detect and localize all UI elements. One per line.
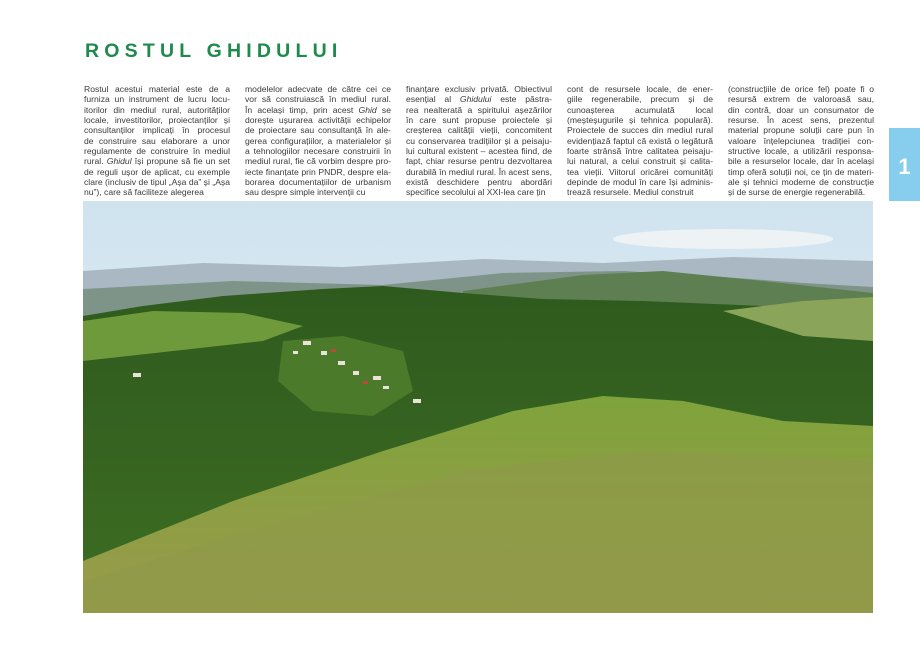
text-segment: giile regenerabile, precum și de <box>567 94 713 105</box>
text-line <box>567 146 713 156</box>
text-segment: Proiectele de succes din mediul rural <box>567 125 713 136</box>
text-line <box>406 105 552 115</box>
text-segment: de reguli ușor de aplicat, cu exemple <box>84 166 230 177</box>
text-line <box>728 167 874 177</box>
text-line <box>245 115 391 125</box>
text-line <box>84 105 230 115</box>
text-segment: resurse. În acest sens, prezentul <box>728 115 874 126</box>
text-line <box>406 187 552 197</box>
text-segment: clare (inclusiv de tipul „Așa da” și „Așa <box>84 177 230 188</box>
text-segment: material propune soluții care pun în <box>728 125 874 136</box>
text-segment: timp oferă soluții noi, ce țin de materi- <box>728 166 874 177</box>
text-column-3 <box>406 84 552 198</box>
text-line <box>84 187 230 197</box>
text-line <box>84 167 230 177</box>
text-line <box>567 156 713 166</box>
text-segment: În același timp, prin acest <box>245 104 359 115</box>
text-segment: modelelor adecvate de către cei ce <box>245 84 391 94</box>
text-segment: sau despre simple intervenții cu <box>245 187 366 198</box>
text-segment: (meșteșugurile și tehnica populară). <box>567 115 713 126</box>
text-segment: itorilor din mediul rural, autorităților <box>84 104 230 115</box>
text-segment: lui cultural existent – acestea fiind, de <box>406 146 552 157</box>
text-segment: rea nealterată a spiritului așezărilor <box>406 104 552 115</box>
text-column-4 <box>567 84 713 198</box>
text-line <box>567 125 713 135</box>
text-segment: bile a resurselor locale, dar în același <box>728 156 874 167</box>
text-segment: trează resursele. Mediul construit <box>567 187 694 198</box>
text-line <box>567 167 713 177</box>
text-segment: de construire sau elaborare a unor <box>84 135 230 146</box>
text-line <box>84 156 230 166</box>
text-line <box>245 146 391 156</box>
text-segment: borarea documentațiilor de urbanism <box>245 177 391 188</box>
text-segment: durabilă în mediul rural. În acest sens, <box>406 166 552 177</box>
landscape-photo <box>83 201 873 613</box>
text-column-2 <box>245 84 391 198</box>
text-line <box>245 136 391 146</box>
text-segment: a tehnologiilor necesare construirii în <box>245 146 391 157</box>
text-line <box>245 84 391 94</box>
text-segment: din contră, doar un consumator de <box>728 104 874 115</box>
text-line <box>567 105 713 115</box>
text-segment: consultanților implicați în procesul <box>84 125 230 136</box>
text-segment: vor să construiască în mediul rural. <box>245 94 391 105</box>
text-line <box>245 94 391 104</box>
text-line <box>84 125 230 135</box>
text-line <box>245 156 391 166</box>
text-line <box>84 84 230 94</box>
text-line <box>728 136 874 146</box>
text-line <box>728 125 874 135</box>
text-line <box>406 156 552 166</box>
text-segment: cu conservarea tradițiilor și a peisaju- <box>406 135 552 146</box>
text-segment: iecte finanțate prin PNDR, despre ela- <box>245 166 391 177</box>
text-segment: depinde de modul în care își adminis- <box>567 177 713 188</box>
text-segment: lui natural, a celui construit și calita- <box>567 156 713 167</box>
text-segment: rural. <box>84 156 107 167</box>
text-segment: furniza un instrument de lucru locu- <box>84 94 230 105</box>
text-line <box>245 125 391 135</box>
text-line <box>245 167 391 177</box>
text-line <box>84 115 230 125</box>
text-line <box>728 115 874 125</box>
text-segment: evidențiază faptul că există o legătură <box>567 135 713 146</box>
text-line <box>406 94 552 104</box>
chapter-tab <box>889 128 920 201</box>
text-line <box>728 187 874 197</box>
text-line <box>245 105 391 115</box>
text-segment: creșterea calității vieții, concomitent <box>406 125 552 136</box>
text-line <box>245 177 391 187</box>
text-line <box>84 136 230 146</box>
text-segment: specifice secolului al XXI-lea care țin <box>406 187 546 198</box>
text-segment: se <box>376 104 391 115</box>
page-title: ROSTUL GHIDULUI <box>85 40 343 62</box>
text-segment: își propune să fie un set <box>131 156 230 167</box>
text-line <box>728 156 874 166</box>
text-column-1 <box>84 84 230 198</box>
text-line <box>567 94 713 104</box>
text-segment: mediul rural, fie că vorbim despre pro- <box>245 156 391 167</box>
text-segment: locale, investitorilor, proiectanților și <box>84 115 230 126</box>
text-line <box>567 136 713 146</box>
text-segment: valoare înțelepciunea tradiției con- <box>728 135 874 146</box>
text-segment: (construcțiile de orice fel) poate fi o <box>728 84 874 94</box>
text-segment: nu”), care să faciliteze alegerea <box>84 187 204 198</box>
italic-text: Ghidul <box>106 156 132 167</box>
text-line <box>406 84 552 94</box>
text-segment: Rostul acestui material este de a <box>84 84 230 94</box>
text-line <box>406 115 552 125</box>
text-line <box>84 177 230 187</box>
italic-text: Ghidului <box>459 94 492 105</box>
text-segment: și de surse de energie regenerabilă. <box>728 187 866 198</box>
text-line <box>728 105 874 115</box>
text-line <box>567 115 713 125</box>
text-segment: gerea configurațiilor, a materialelor și <box>245 135 391 146</box>
text-segment: cunoașterea acumulată local <box>567 104 713 115</box>
text-segment: esențial al <box>406 94 460 105</box>
text-segment: dorește ușurarea activității echipelor <box>245 115 391 126</box>
text-segment: de proiectare sau consultanță în ale- <box>245 125 391 136</box>
text-line <box>567 84 713 94</box>
text-line <box>567 177 713 187</box>
text-segment: fapt, chiar resurse pentru dezvoltarea <box>406 156 552 167</box>
text-segment: resursă extrem de valoroasă sau, <box>728 94 874 105</box>
text-segment: structive locale, a utilizării responsa- <box>728 146 874 157</box>
text-segment: tea vieții. Viitorul oricărei comunități <box>567 166 713 177</box>
text-line <box>567 187 713 197</box>
text-line <box>245 187 391 197</box>
text-line <box>406 125 552 135</box>
text-column-5 <box>728 84 874 198</box>
text-segment: este păstra- <box>491 94 552 105</box>
text-line <box>728 84 874 94</box>
text-line <box>84 94 230 104</box>
chapter-number: 1 <box>898 154 911 179</box>
text-line <box>728 177 874 187</box>
text-line <box>728 94 874 104</box>
text-line <box>406 167 552 177</box>
text-line <box>406 136 552 146</box>
text-segment: foarte strânsă între calitatea peisaju- <box>567 146 713 157</box>
text-segment: finanțare exclusiv privată. Obiectivul <box>406 84 552 94</box>
text-line <box>84 146 230 156</box>
text-segment: cont de resursele locale, de ener- <box>567 84 713 94</box>
text-segment: ale și tehnici moderne de construcție <box>728 177 874 188</box>
italic-text: Ghid <box>358 104 377 115</box>
text-line <box>728 146 874 156</box>
text-segment: regulamente de construire în mediul <box>84 146 230 157</box>
text-segment: în care sunt propuse proiectele și <box>406 115 552 126</box>
text-segment: există deschidere pentru abordări <box>406 177 552 188</box>
text-line <box>406 146 552 156</box>
text-line <box>406 177 552 187</box>
